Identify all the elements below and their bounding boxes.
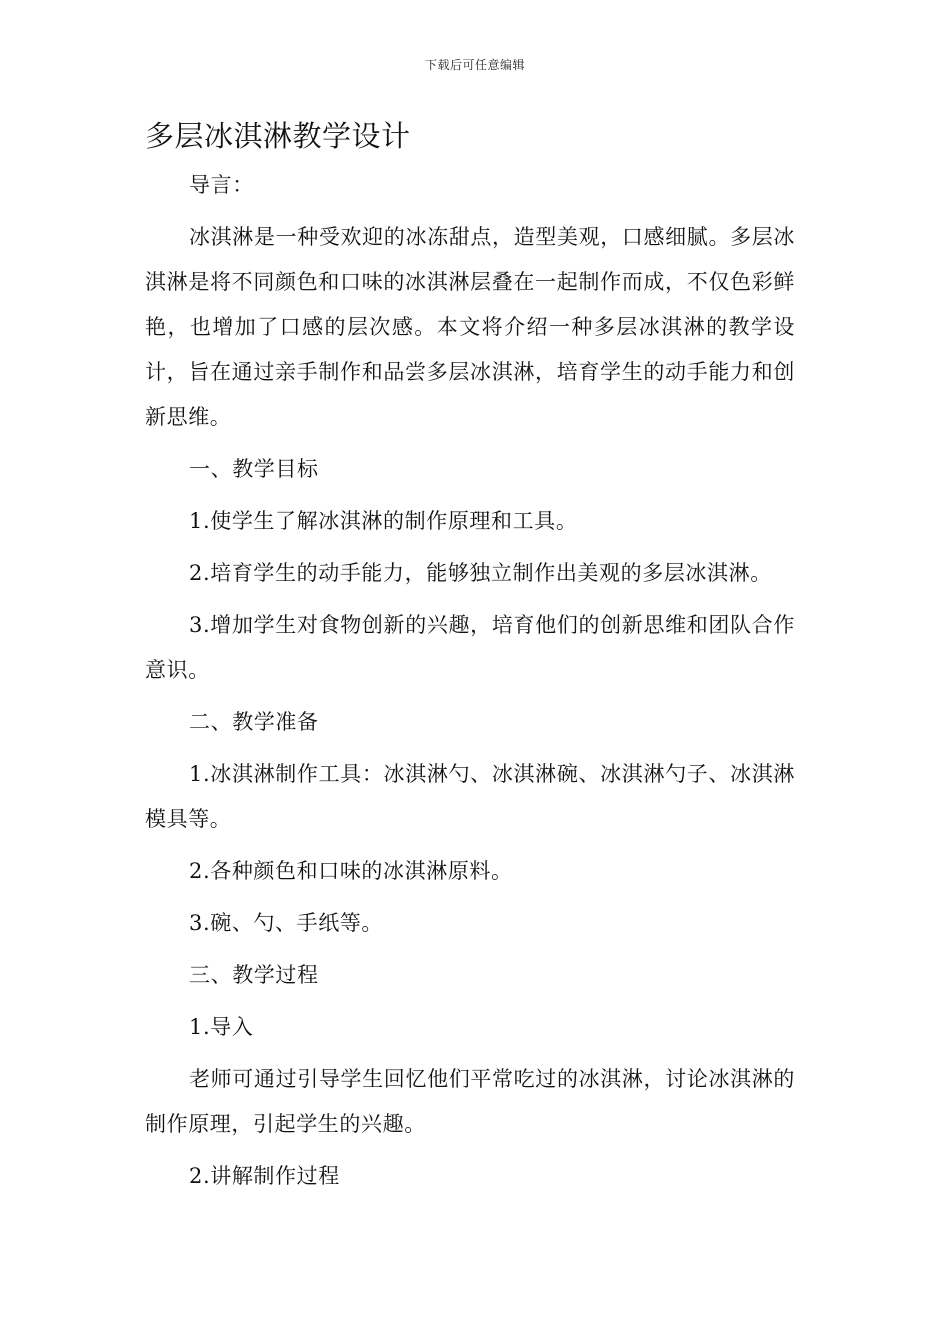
section-heading-process: 三、教学过程 xyxy=(189,963,319,987)
process-step-1-text: 老师可通过引导学生回忆他们平常吃过的冰淇淋，讨论冰淇淋的制作原理，引起学生的兴趣。 xyxy=(145,1067,795,1136)
paragraph-intro-text: 冰淇淋是一种受欢迎的冰冻甜点，造型美观，口感细腻。多层冰淇淋是将不同颜色和口味的冰淇淋层叠在一起制作而成，不仅色彩鲜艳，也增加了口感的层次感。本文将介绍一种多层冰淇淋的教学设计，旨在通过亲手制作和品尝多层冰淇淋，培育学生的动手能力和创新思维。 xyxy=(145,225,795,429)
paragraph-intro-heading: 导言： xyxy=(189,173,254,197)
section-heading-preparation: 二、教学准备 xyxy=(189,710,319,734)
goal-item-1: 1.使学生了解冰淇淋的制作原理和工具。 xyxy=(189,509,578,533)
preparation-item-3: 3.碗、勺、手纸等。 xyxy=(189,911,384,935)
goal-item-3: 3.增加学生对食物创新的兴趣，培育他们的创新思维和团队合作意识。 xyxy=(145,613,795,682)
preparation-item-2: 2.各种颜色和口味的冰淇淋原料。 xyxy=(189,859,513,883)
goal-item-2: 2.培育学生的动手能力，能够独立制作出美观的多层冰淇淋。 xyxy=(189,561,772,585)
header-note: 下载后可任意编辑 xyxy=(424,58,525,72)
page-title: 多层冰淇淋教学设计 xyxy=(145,119,411,153)
process-step-1-heading: 1.导入 xyxy=(189,1015,254,1039)
section-heading-goals: 一、教学目标 xyxy=(189,457,319,481)
document-body xyxy=(145,163,795,1199)
preparation-item-1: 1.冰淇淋制作工具：冰淇淋勺、冰淇淋碗、冰淇淋勺子、冰淇淋模具等。 xyxy=(145,762,795,831)
process-step-2-heading: 2.讲解制作过程 xyxy=(189,1164,340,1188)
